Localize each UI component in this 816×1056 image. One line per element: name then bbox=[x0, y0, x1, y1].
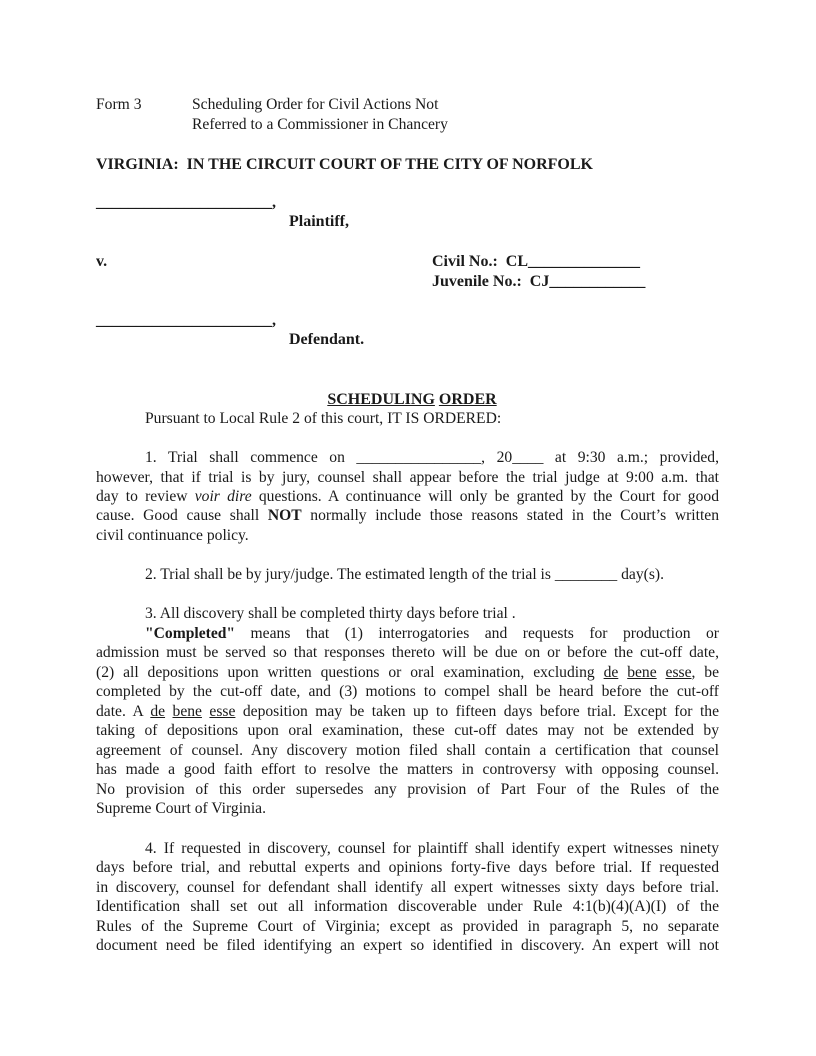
p4-line: document need be filed identifying an expert so identified in discovery. An expert will not bbox=[96, 937, 719, 954]
p3-line: 3. All discovery shall be completed thirty days before trial . bbox=[145, 605, 516, 622]
defendant-label: Defendant. bbox=[289, 331, 365, 348]
not-bold: NOT bbox=[267, 507, 302, 524]
p3-line bbox=[145, 624, 719, 644]
text: deposition may be taken up to fifteen days before trial. Except for the bbox=[235, 703, 719, 720]
p3-line: has made a good faith effort to resolve the matters in controversy with opposing counsel. bbox=[96, 761, 719, 778]
bene-underlined: bene bbox=[172, 703, 202, 720]
de-underlined: de bbox=[150, 703, 166, 720]
plaintiff-label: Plaintiff, bbox=[289, 213, 349, 230]
voir-dire-italic: voir dire bbox=[194, 488, 252, 505]
form-title-line-1: Scheduling Order for Civil Actions Not bbox=[192, 96, 439, 113]
text: day to review bbox=[96, 488, 195, 505]
paragraph-2: 2. Trial shall be by jury/judge. The estimated length of the trial is ________ day(s). bbox=[145, 566, 664, 583]
court-heading: VIRGINIA: IN THE CIRCUIT COURT OF THE CITY OF NORFOLK bbox=[96, 156, 593, 173]
p3-line: Supreme Court of Virginia. bbox=[96, 800, 267, 817]
p3-line: taking of depositions upon oral examination, these cut-off dates may not be extended by bbox=[96, 722, 719, 739]
text: (2) all depositions upon written questions or oral examination, excluding bbox=[96, 664, 604, 681]
form-label: Form 3 bbox=[96, 96, 142, 113]
intro-line: Pursuant to Local Rule 2 of this court, IT IS ORDERED: bbox=[145, 410, 502, 427]
text: date. A bbox=[96, 703, 151, 720]
versus-label: v. bbox=[96, 253, 108, 270]
p1-line bbox=[96, 506, 719, 526]
p4-line: in discovery, counsel for defendant shall identify all expert witnesses sixty days before trial. bbox=[96, 879, 719, 896]
bene-underlined: bene bbox=[627, 664, 657, 681]
p3-line bbox=[96, 663, 719, 683]
p1-line: however, that if trial is by jury, counsel shall appear before the trial judge at 9:00 a.m. that bbox=[96, 469, 719, 486]
p4-line: days before trial, and rebuttal experts and opinions forty-five days before trial. If requested bbox=[96, 859, 719, 876]
p1-line: civil continuance policy. bbox=[96, 527, 249, 544]
p4-line: Identification shall set out all information discoverable under Rule 4:1(b)(4)(A)(I) of the bbox=[96, 898, 719, 915]
p1-line bbox=[96, 487, 719, 507]
p1-line: 1. Trial shall commence on ________________, 20____ at 9:30 a.m.; provided, bbox=[145, 449, 719, 466]
plaintiff-blank: ______________________, bbox=[96, 194, 276, 211]
text: normally include those reasons stated in the Court’s written bbox=[301, 507, 720, 524]
order-title-word-2: ORDER bbox=[438, 391, 497, 408]
p3-line: completed by the cut-off date, and (3) motions to compel shall be heard before the cut-off bbox=[96, 683, 719, 700]
esse-underlined: esse bbox=[209, 703, 236, 720]
p3-line bbox=[96, 702, 719, 722]
completed-bold: "Completed" bbox=[145, 625, 236, 642]
text: , be bbox=[691, 664, 720, 681]
form-title-line-2: Referred to a Commissioner in Chancery bbox=[192, 116, 448, 133]
p4-line: Rules of the Supreme Court of Virginia; except as provided in paragraph 5, no separate bbox=[96, 918, 719, 935]
text: means that (1) interrogatories and requests for production or bbox=[235, 625, 719, 642]
p3-line: No provision of this order supersedes any provision of Part Four of the Rules of the bbox=[96, 781, 719, 798]
civil-number-field: Civil No.: CL______________ bbox=[432, 253, 640, 270]
p3-line: admission must be served so that responses thereto will be due on or before the cut-off date, bbox=[96, 644, 719, 661]
p4-line: 4. If requested in discovery, counsel for plaintiff shall identify expert witnesses ninety bbox=[145, 840, 719, 857]
order-title bbox=[0, 370, 816, 410]
de-underlined: de bbox=[603, 664, 619, 681]
defendant-blank: ______________________, bbox=[96, 312, 276, 329]
text: cause. Good cause shall bbox=[96, 507, 268, 524]
p3-line: agreement of counsel. Any discovery motion filed shall contain a certification that counsel bbox=[96, 742, 719, 759]
order-title-word-1: SCHEDULING bbox=[327, 391, 435, 408]
text: questions. A continuance will only be granted by the Court for good bbox=[251, 488, 719, 505]
juvenile-number-field: Juvenile No.: CJ____________ bbox=[432, 273, 646, 290]
esse-underlined: esse bbox=[665, 664, 692, 681]
